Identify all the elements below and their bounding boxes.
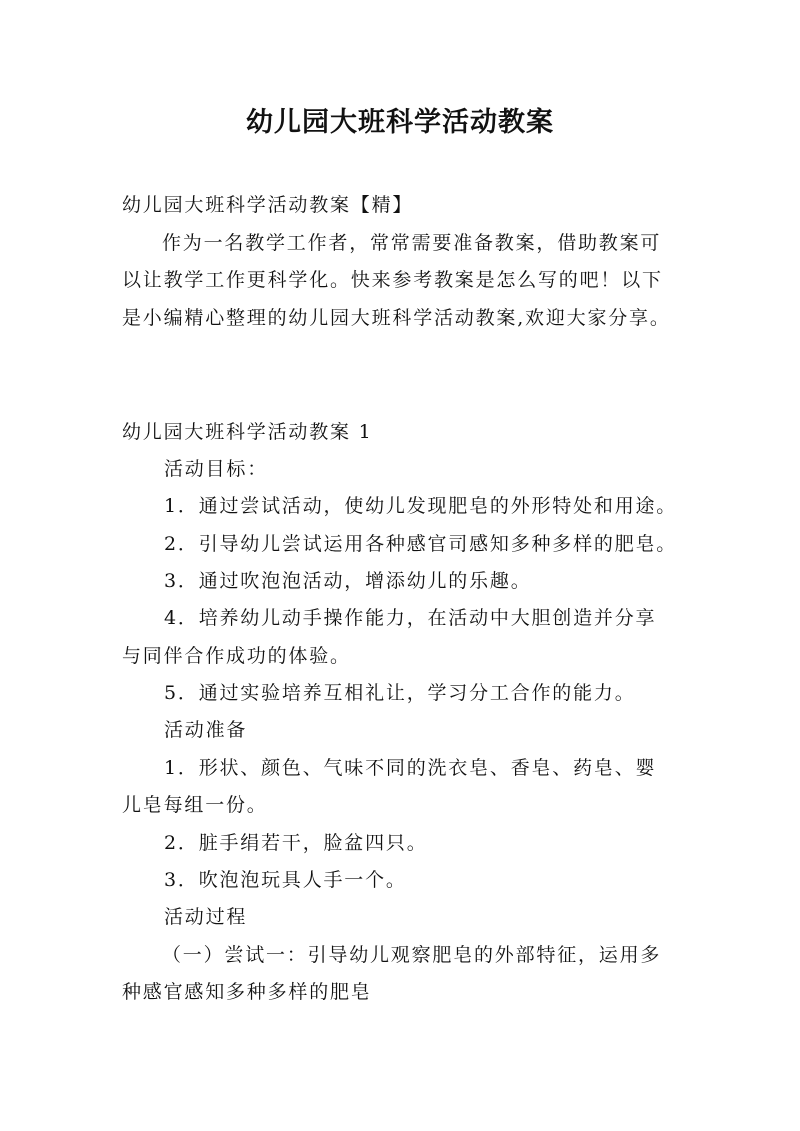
intro-paragraph-line: 是小编精心整理的幼儿园大班科学活动教案,欢迎大家分享。 bbox=[122, 307, 671, 329]
intro-paragraph-line: 作为一名教学工作者，常常需要准备教案，借助教案可 bbox=[162, 232, 662, 254]
goal-item: 4．培养幼儿动手操作能力，在活动中大胆创造并分享 bbox=[164, 607, 657, 629]
prep-item: 3．吹泡泡玩具人手一个。 bbox=[164, 869, 407, 891]
process-item-continuation: 种感官感知多种多样的肥皂 bbox=[122, 981, 372, 1003]
goal-item-continuation: 与同伴合作成功的体验。 bbox=[122, 645, 351, 667]
prep-item: 2．脏手绢若干，脸盆四只。 bbox=[164, 832, 428, 854]
prep-heading: 活动准备 bbox=[164, 719, 248, 741]
intro-paragraph-line: 以让教学工作更科学化。快来参考教案是怎么写的吧！以下 bbox=[122, 269, 663, 291]
prep-item: 1．形状、颜色、气味不同的洗衣皂、香皂、药皂、婴 bbox=[164, 757, 657, 779]
goal-item: 2．引导幼儿尝试运用各种感官司感知多种多样的肥皂。 bbox=[164, 533, 678, 555]
page-title: 幼儿园大班科学活动教案 bbox=[246, 107, 554, 138]
goal-item: 3．通过吹泡泡活动，增添幼儿的乐趣。 bbox=[164, 570, 532, 592]
lesson-heading: 幼儿园大班科学活动教案 1 bbox=[122, 421, 373, 443]
intro-subtitle: 幼儿园大班科学活动教案【精】 bbox=[122, 194, 414, 216]
goal-item: 5．通过实验培养互相礼让，学习分工合作的能力。 bbox=[164, 682, 636, 704]
goals-heading: 活动目标： bbox=[164, 458, 269, 480]
goal-item: 1．通过尝试活动，使幼儿发现肥皂的外形特处和用途。 bbox=[164, 495, 678, 517]
process-item: （一）尝试一：引导幼儿观察肥皂的外部特征，运用多 bbox=[162, 944, 662, 966]
prep-item-continuation: 儿皂每组一份。 bbox=[122, 794, 268, 816]
process-heading: 活动过程 bbox=[164, 906, 248, 928]
